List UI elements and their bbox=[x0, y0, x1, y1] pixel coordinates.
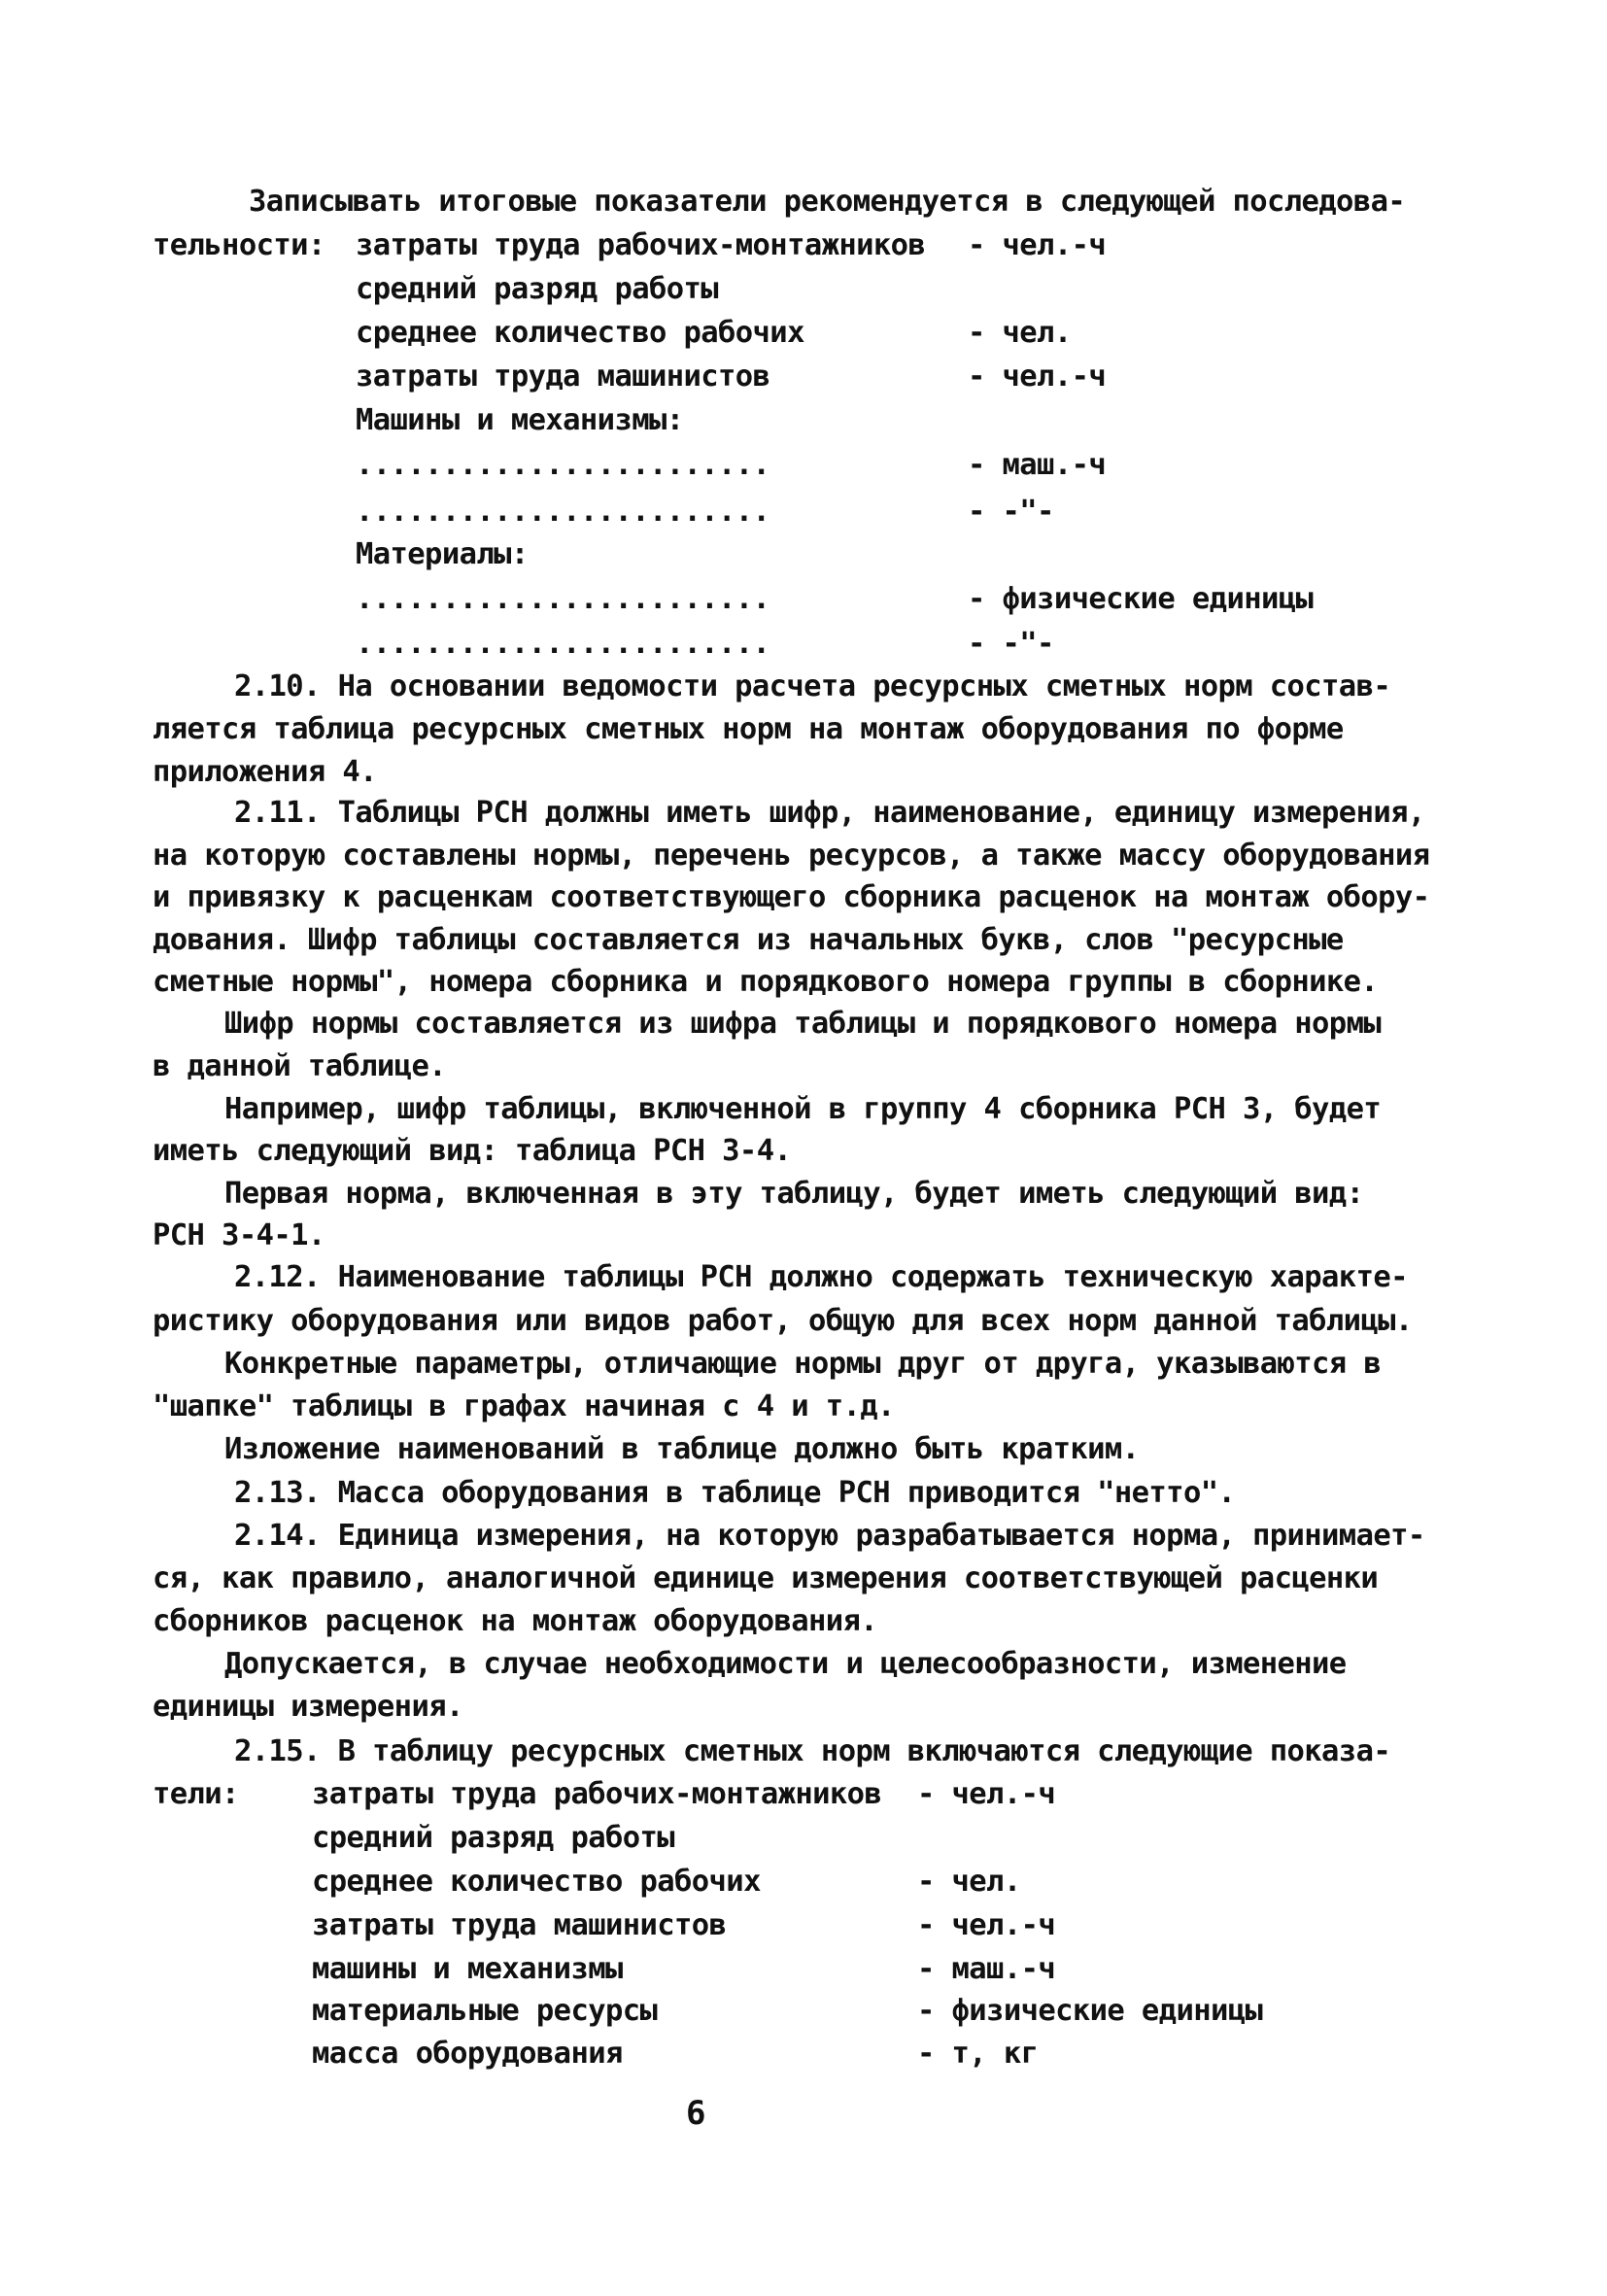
paragraph-line: 2.10. На основании ведомости расчета ресурсных сметных норм состав- bbox=[234, 669, 1391, 703]
list-item-unit: - физические единицы bbox=[917, 1994, 1263, 2028]
list-item-label: масса оборудования bbox=[312, 2037, 623, 2071]
paragraph-line: дования. Шифр таблицы составляется из начальных букв, слов "ресурсные bbox=[153, 923, 1344, 957]
paragraph-line: Первая норма, включенная в эту таблицу, будет иметь следующий вид: bbox=[224, 1177, 1364, 1211]
intro-item-label: среднее количество рабочих bbox=[356, 316, 804, 350]
paragraph-line: единицы измерения. bbox=[153, 1690, 463, 1724]
intro-item-unit: - -"- bbox=[968, 627, 1054, 661]
list-item-label: машины и механизмы bbox=[312, 1952, 623, 1986]
intro-item-unit: - чел. bbox=[968, 316, 1072, 350]
paragraph-line: сборников расценок на монтаж оборудования. bbox=[153, 1604, 878, 1638]
intro-item-dots: ........................ bbox=[356, 627, 770, 661]
list-item-unit: - маш.-ч bbox=[917, 1952, 1056, 1986]
paragraph-line: и привязку к расценкам соответствующего сборника расценок на монтаж обору- bbox=[153, 880, 1430, 914]
paragraph-line: приложения 4. bbox=[153, 755, 377, 789]
list-item-label: среднее количество рабочих bbox=[312, 1865, 761, 1899]
paragraph-line: 2.12. Наименование таблицы РСН должно содержать техническую характе- bbox=[234, 1260, 1408, 1294]
paragraph-line: Допускается, в случае необходимости и целесообразности, изменение bbox=[224, 1647, 1347, 1681]
intro-item-unit: - чел.-ч bbox=[968, 228, 1107, 262]
paragraph-line: на которую составлены нормы, перечень ресурсов, а также массу оборудования bbox=[153, 839, 1430, 873]
list-lead: тели: bbox=[153, 1777, 239, 1811]
intro-line-1: Записывать итоговые показатели рекомендуется в следующей последова- bbox=[249, 185, 1406, 219]
intro-item-unit: - физические единицы bbox=[968, 582, 1314, 616]
paragraph-line: Например, шифр таблицы, включенной в группу 4 сборника РСН 3, будет bbox=[224, 1092, 1382, 1126]
list-item-label: материальные ресурсы bbox=[312, 1994, 658, 2028]
paragraph-line: РСН 3-4-1. bbox=[153, 1218, 325, 1252]
intro-lead: тельности: bbox=[153, 228, 325, 262]
intro-item-unit: - маш.-ч bbox=[968, 448, 1107, 482]
list-item-label: затраты труда машинистов bbox=[312, 1908, 727, 1942]
intro-item-unit: - чел.-ч bbox=[968, 360, 1107, 394]
paragraph-line: Изложение наименований в таблице должно быть кратким. bbox=[224, 1432, 1140, 1466]
paragraph-line: сметные нормы", номера сборника и порядкового номера группы в сборнике. bbox=[153, 965, 1379, 999]
intro-item-dots: ........................ bbox=[356, 495, 770, 529]
intro-item-label: средний разряд работы bbox=[356, 272, 719, 306]
paragraph-line: 2.11. Таблицы РСН должны иметь шифр, наименование, единицу измерения, bbox=[234, 796, 1425, 830]
intro-item-unit: - -"- bbox=[968, 495, 1054, 529]
paragraph-line: ристику оборудования или видов работ, общую для всех норм данной таблицы. bbox=[153, 1304, 1413, 1338]
list-item-unit: - т, кг bbox=[917, 2037, 1039, 2071]
paragraph-line: в данной таблице. bbox=[153, 1049, 446, 1083]
paragraph-line: 2.13. Масса оборудования в таблице РСН приводится "нетто". bbox=[234, 1476, 1236, 1510]
paragraph-line: Конкретные параметры, отличающие нормы друг от друга, указываются в bbox=[224, 1347, 1382, 1381]
intro-item-label: затраты труда рабочих-монтажников bbox=[356, 228, 926, 262]
list-item-unit: - чел.-ч bbox=[917, 1777, 1056, 1811]
paragraph-line: ляется таблица ресурсных сметных норм на монтаж оборудования по форме bbox=[153, 712, 1344, 746]
intro-item-label: Материалы: bbox=[356, 537, 529, 571]
intro-item-label: затраты труда машинистов bbox=[356, 360, 770, 394]
intro-item-dots: ........................ bbox=[356, 582, 770, 616]
paragraph-line: 2.14. Единица измерения, на которую разрабатывается норма, принимает- bbox=[234, 1519, 1425, 1553]
paragraph-line: Шифр нормы составляется из шифра таблицы и порядкового номера нормы bbox=[224, 1007, 1382, 1041]
intro-item-label: Машины и механизмы: bbox=[356, 403, 684, 437]
list-item-label: средний разряд работы bbox=[312, 1821, 675, 1855]
intro-item-dots: ........................ bbox=[356, 448, 770, 482]
list-item-unit: - чел.-ч bbox=[917, 1908, 1056, 1942]
page-number: 6 bbox=[686, 2094, 705, 2133]
paragraph-line: ся, как правило, аналогичной единице измерения соответствующей расценки bbox=[153, 1561, 1379, 1595]
paragraph-line: 2.15. В таблицу ресурсных сметных норм включаются следующие показа- bbox=[234, 1734, 1391, 1768]
list-item-unit: - чел. bbox=[917, 1865, 1021, 1899]
paragraph-line: "шапке" таблицы в графах начиная с 4 и т.д. bbox=[153, 1389, 895, 1423]
list-item-label: затраты труда рабочих-монтажников bbox=[312, 1777, 882, 1811]
paragraph-line: иметь следующий вид: таблица РСН 3-4. bbox=[153, 1134, 792, 1168]
